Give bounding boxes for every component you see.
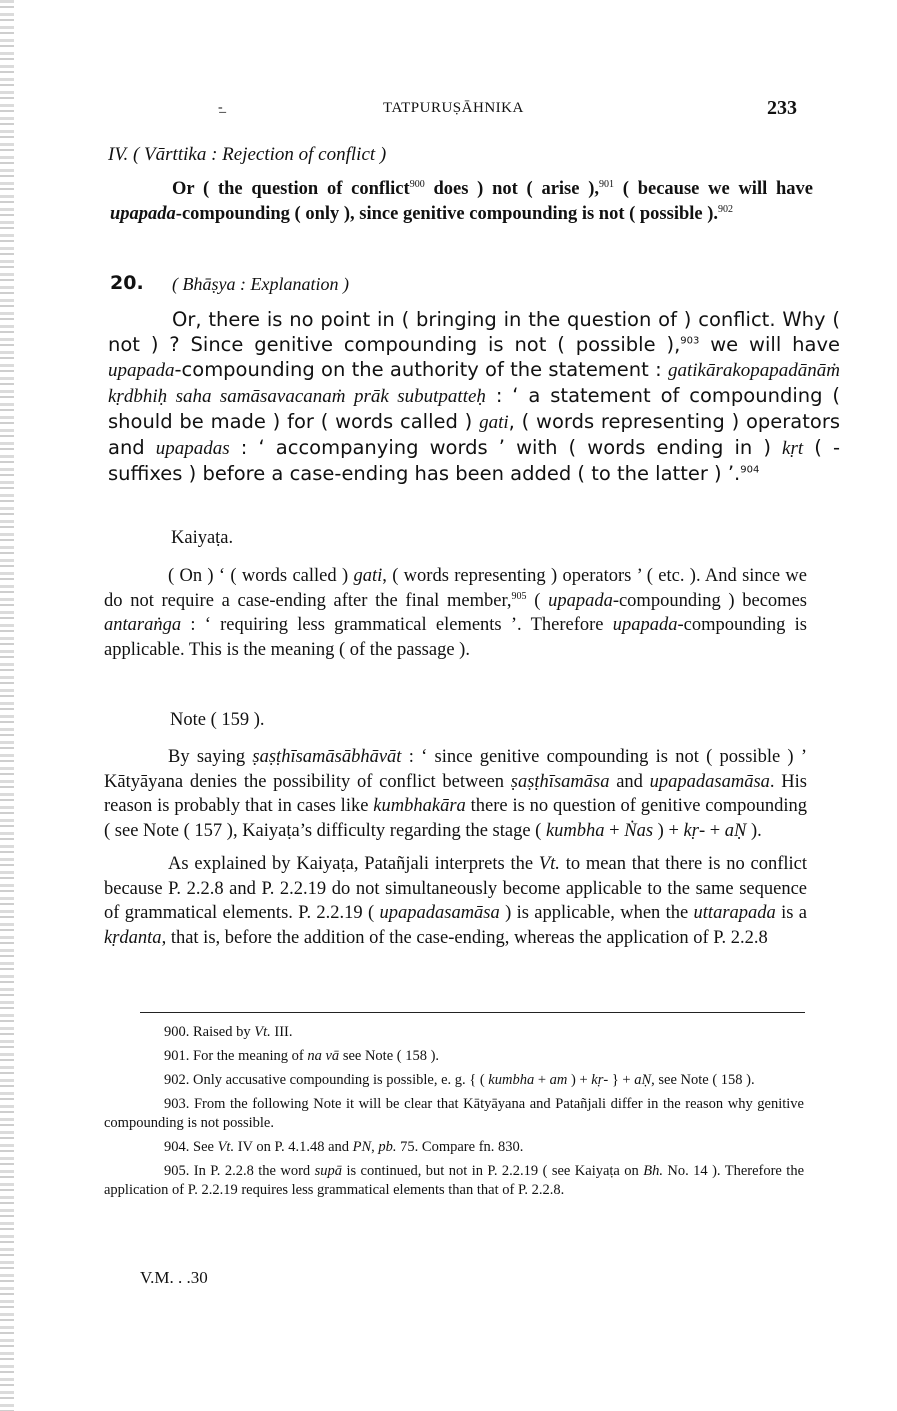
- note-heading: Note ( 159 ).: [170, 710, 265, 730]
- kaiyata-heading: Kaiyaṭa.: [171, 528, 234, 548]
- bhasya-paragraph: Or, there is no point in ( bringing in the question of ) conflict. Why ( not ) ? Since genitive compounding is not ( possible ),$^{903}$ we will have upapada-compounding on the authority of the statement : gatikārakopapadānāṁ kṛdbhiḥ saha samāsavacanaṁ prāk subutpatteḥ : ‘ a statement of compounding ( should be made ) for ( words called ) gati, ( words representing ) operators and upapadas : ‘ accompanying words ’ with ( words ending in ) kṛt ( -suffixes ) before a case-ending has been added ( to the latter ) ’.$^{904}$: [108, 308, 841, 485]
- section-label: IV. ( Vārttika : Rejection of conflict ): [108, 144, 387, 165]
- running-head: TATPURUṢĀHNIKA: [383, 100, 524, 116]
- signature-mark: V.M. . .30: [140, 1268, 208, 1287]
- footnote: 903. From the following Note it will be clear that Kātyāyana and Patañjali differ in the reason why genitive compounding is not possible.: [104, 1096, 804, 1131]
- footnote: 904. See Vt. IV on P. 4.1.48 and PN, pb. 75. Compare fn. 830.: [164, 1139, 524, 1155]
- footnote: 902. Only accusative compounding is possible, e. g. { ( kumbha + am ) + kṛ- } + aṆ, see Note ( 158 ).: [164, 1072, 755, 1088]
- vartika-text: Or ( the question of conflict$^{900}$ does ) not ( arise ),$^{901}$ ( because we will have upapada-compounding ( only ), since genitive compounding is not ( possible ).$^{902}$: [110, 178, 813, 224]
- note-body: [104, 745, 807, 959]
- header-dash: -̲: [218, 100, 223, 115]
- note-paragraph: By saying ṣaṣṭhīsamāsābhāvāt : ‘ since genitive compounding is not ( possible ) ’ Kātyāyana denies the possibility of conflict between ṣaṣṭhīsamāsa and upapadasamāsa. His reason is probably that in cases like kumbhakāra there is no question of genitive compounding ( see Note ( 157 ), Kaiyaṭa’s difficulty regarding the stage ( kumbha + Ṅas ) + kṛ- + aṆ ).: [104, 747, 808, 841]
- paragraph-heading: ( Bhāṣya : Explanation ): [172, 274, 349, 294]
- footnote: 905. In P. 2.2.8 the word supā is continued, but not in P. 2.2.19 ( see Kaiyaṭa on Bh. No. 14 ). Therefore the application of P. 2.2.19 requires less grammatical elements than that of P. 2.2.8.: [104, 1163, 805, 1198]
- kaiyata-text: ( On ) ‘ ( words called ) gati, ( words representing ) operators ’ ( etc. ). And since we do not require a case-ending after the final member,$^{905}$ ( upapada-compounding ) becomes antaraṅga : ‘ requiring less grammatical elements ’. Therefore upapada-compounding is applicable. This is the meaning ( of the passage ).: [104, 566, 807, 660]
- scan-edge-artifact: [0, 0, 14, 1411]
- footnote: 901. For the meaning of na vā see Note ( 158 ).: [164, 1048, 440, 1064]
- paragraph-number: 20.: [110, 272, 144, 294]
- note-paragraph: As explained by Kaiyaṭa, Patañjali interprets the Vt. to mean that there is no conflict because P. 2.2.8 and P. 2.2.19 do not simultaneously become applicable to the same sequence of grammatical elements. P. 2.2.19 ( upapadasamāsa ) is applicable, when the uttarapada is a kṛdanta, that is, before the addition of the case-ending, whereas the application of P. 2.2.8: [104, 854, 807, 948]
- page-number: 233: [767, 97, 797, 119]
- footnote-divider: [140, 1012, 805, 1013]
- footnotes: [104, 1023, 804, 1205]
- footnote: 900. Raised by Vt. III.: [164, 1024, 293, 1040]
